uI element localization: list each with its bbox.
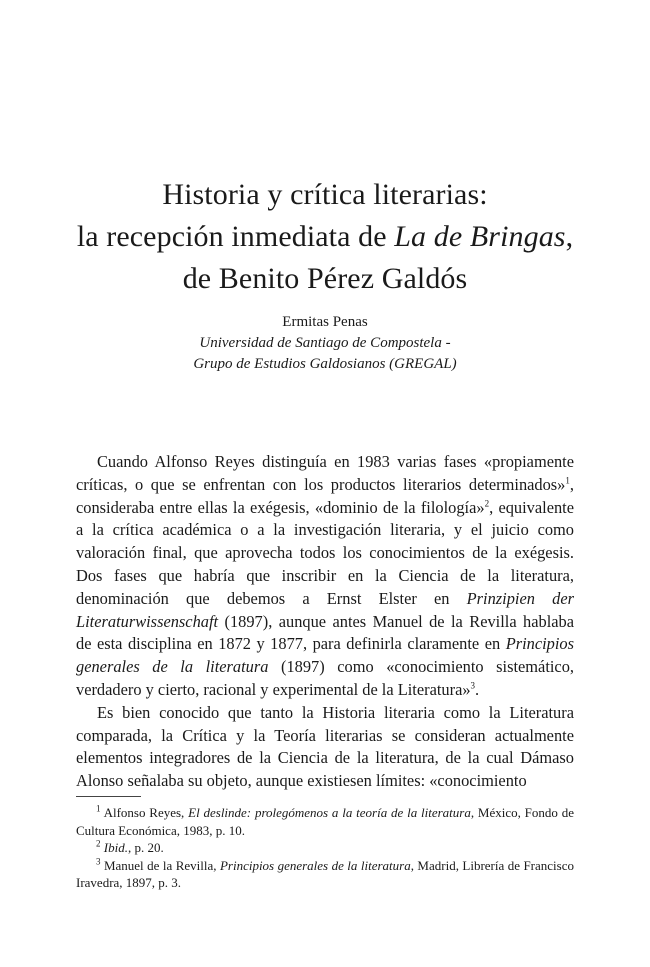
- title-line-1: Historia y crítica literarias:: [162, 178, 488, 211]
- footnote-text: , p. 20.: [127, 840, 164, 856]
- footnote-number: 3: [96, 856, 101, 867]
- footnote-italic: Principios generales de la literatura: [219, 857, 411, 873]
- title-line-3: de Benito Pérez Galdós: [182, 262, 468, 295]
- footnote-number: 1: [96, 803, 101, 814]
- footnote-number: 2: [96, 838, 101, 849]
- footnote-1: [76, 804, 574, 839]
- footnote-text: Alfonso Reyes,: [100, 805, 189, 820]
- footnote-ref-1: 1: [565, 475, 570, 486]
- paragraph-1-segment: .: [475, 679, 480, 699]
- body-text: [76, 451, 574, 793]
- footnote-text: Manuel de la Revilla,: [100, 857, 220, 873]
- footnotes: [76, 804, 574, 892]
- paragraph-1-segment: (1897) como «conocimiento sistemático, verdadero y cierto, racional y experimental de la Literatura»: [76, 657, 574, 699]
- author-affiliation-line-1: Universidad de Santiago de Compostela -: [199, 335, 451, 351]
- footnote-separator: [76, 796, 141, 797]
- paragraph-2: Es bien conocido que tanto la Historia literaria como la Literatura comparada, la Crítica y la Teoría literarias se consideran actualmente elementos integradores de la Ciencia de la literatura, de la cual Dámaso Alonso señalaba su objeto, aunque existiesen límites: «conocimiento: [76, 702, 574, 791]
- title-line-2: [40, 216, 610, 258]
- author-name: Ermitas Penas: [282, 314, 368, 330]
- title-line-2-comma: ,: [565, 220, 574, 253]
- italic-title-principios: Principios generales de la literatura: [76, 634, 574, 677]
- title-work-italic: La de Bringas: [394, 220, 566, 253]
- article-title: [40, 174, 610, 300]
- footnote-text: , México, Fondo de Cultura Económica, 1983, p. 10.: [76, 805, 574, 838]
- paragraph-1-segment: , equivalente a la crítica académica o a la investigación literaria, y el juicio como valoración final, que aprovecha todos los conocimientos de la exégesis. Dos fases que habría que inscribir en la Ciencia de la literatura, denominación que debemos a Ernst Elster en: [76, 497, 574, 608]
- paragraph-1-segment: Cuando Alfonso Reyes distinguía en 1983 varias fases «propiamente críticas, o que se enfrentan con los productos literarios determinados»: [76, 452, 574, 494]
- author-affiliation-line-2: Grupo de Estudios Galdosianos (GREGAL): [193, 356, 457, 372]
- italic-title-prinzipien: Prinzipien der Literaturwissenschaft: [76, 588, 574, 631]
- footnote-2: [76, 839, 574, 857]
- paragraph-1-segment: , consideraba entre ellas la exégesis, «dominio de la filología»: [76, 474, 574, 517]
- footnote-ref-2: 2: [484, 498, 490, 509]
- author-block: [40, 312, 610, 375]
- footnote-italic: El deslinde: prolegómenos a la teoría de la literatura: [188, 805, 471, 820]
- footnote-3: [76, 857, 574, 892]
- paragraph-1: [76, 451, 574, 702]
- title-line-2-text: la recepción inmediata de: [76, 220, 395, 253]
- paragraph-1-segment: (1897), aunque antes Manuel de la Revilla hablaba de esta disciplina en 1872 y 1877, para definirla claramente en: [76, 611, 574, 654]
- footnote-text: , Madrid, Librería de Francisco Iravedra, 1897, p. 3.: [76, 857, 574, 891]
- footnote-ref-3: 3: [470, 680, 476, 691]
- footnote-italic: Ibid.: [103, 840, 128, 856]
